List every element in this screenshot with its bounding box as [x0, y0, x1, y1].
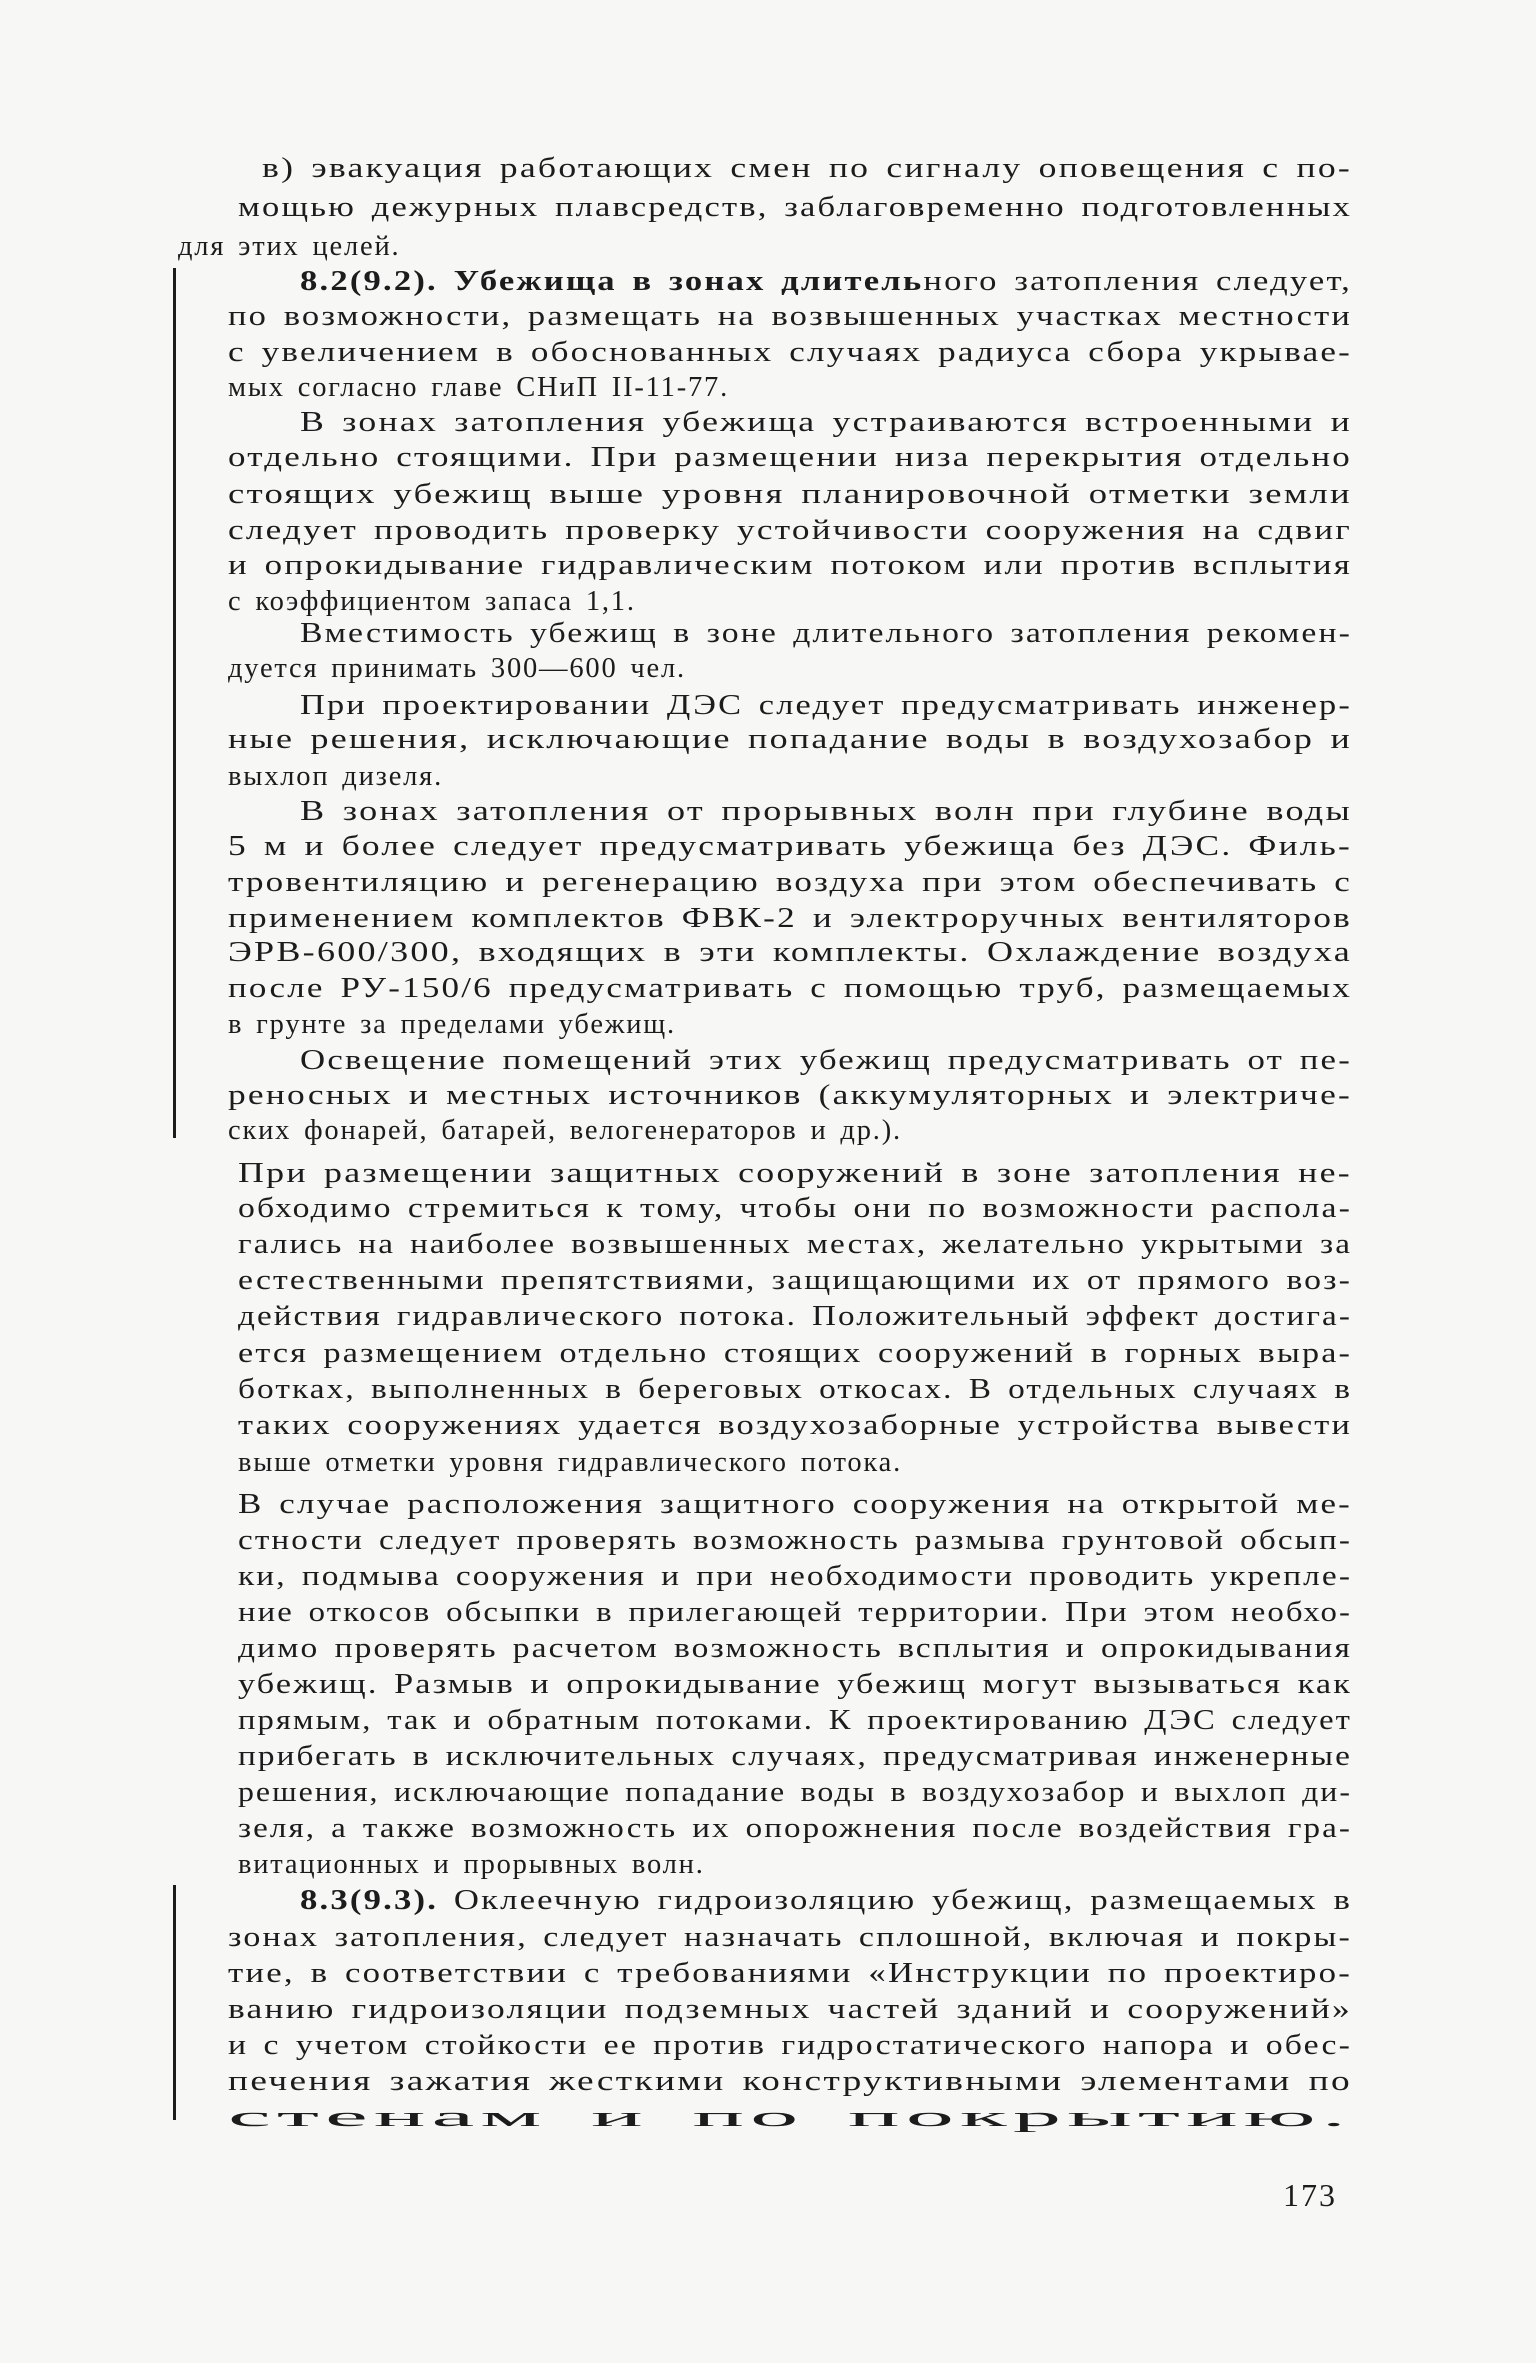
- text-line: выше отметки уровня гидравлического потока.: [238, 1447, 902, 1478]
- text-line: для этих целей.: [178, 231, 401, 262]
- page-number: 173: [1283, 2177, 1337, 2213]
- text-line: применением комплектов ФВК-2 и электроручных вентиляторов: [228, 903, 1353, 934]
- text-line: ванию гидроизоляции подземных частей зданий и сооружений»: [228, 1994, 1352, 2025]
- text-line: стенам и по покрытию.: [228, 2102, 1353, 2133]
- text-line: дуется принимать 300—600 чел.: [228, 653, 686, 684]
- text-line: и с учетом стойкости ее против гидростатического напора и обес-: [228, 2030, 1353, 2061]
- text-line: ние откосов обсыпки в прилегающей территории. При этом необхо-: [238, 1597, 1352, 1628]
- text-line: витационных и прорывных волн.: [238, 1849, 705, 1880]
- text-line: в) эвакуация работающих смен по сигналу оповещения с по-: [262, 153, 1353, 184]
- text-line: димо проверять расчетом возможность всплытия и опрокидывания: [238, 1633, 1352, 1664]
- text-line: действия гидравлического потока. Положительный эффект достига-: [238, 1301, 1352, 1332]
- text-line: стности следует проверять возможность размыва грунтовой обсып-: [238, 1525, 1353, 1556]
- text-line: выхлоп дизеля.: [228, 761, 444, 792]
- text-line: прибегать в исключительных случаях, предусматривая инженерные: [238, 1741, 1352, 1772]
- text-line: в грунте за пределами убежищ.: [228, 1009, 676, 1040]
- text-line: ется размещением отдельно стоящих сооружений в горных выра-: [238, 1338, 1353, 1369]
- margin-change-bar-upper: [173, 268, 176, 1138]
- text-line: тровентиляцию и регенерацию воздуха при этом обеспечивать с: [228, 867, 1353, 898]
- text-line: В случае расположения защитного сооружения на открытой ме-: [238, 1489, 1353, 1520]
- text-line: тие, в соответствии с требованиями «Инструкции по проектиро-: [228, 1958, 1353, 1989]
- text-line: 8.3(9.3). Оклеечную гидроизоляцию убежищ, размещаемых в: [300, 1885, 1353, 1916]
- text-line: В зонах затопления от прорывных волн при глубине воды: [300, 796, 1353, 827]
- text-line: зеля, а также возможность их опорожнения после воздействия гра-: [238, 1813, 1353, 1844]
- section-heading: 8.2(9.2). Убежища в зонах длитель: [300, 266, 924, 297]
- section-heading: 8.3(9.3).: [300, 1885, 454, 1916]
- text-line: отдельно стоящими. При размещении низа перекрытия отдельно: [228, 442, 1352, 473]
- text-line: ЭРВ-600/300, входящих в эти комплекты. Охлаждение воздуха: [228, 937, 1353, 968]
- text-line: ные решения, исключающие попадание воды в воздухозабор и: [228, 724, 1352, 755]
- text-line: обходимо стремиться к тому, чтобы они по возможности распола-: [238, 1193, 1352, 1224]
- text-line: При размещении защитных сооружений в зоне затопления не-: [238, 1158, 1352, 1189]
- text-line: В зонах затопления убежища устраиваются встроенными и: [300, 407, 1352, 438]
- text-line: ки, подмыва сооружения и при необходимости проводить укрепле-: [238, 1561, 1353, 1592]
- text-line: следует проводить проверку устойчивости сооружения на сдвиг: [228, 515, 1352, 546]
- text-line: 5 м и более следует предусматривать убежища без ДЭС. Филь-: [228, 831, 1352, 862]
- text-line: решения, исключающие попадание воды в воздухозабор и выхлоп ди-: [238, 1777, 1352, 1808]
- text-line: стоящих убежищ выше уровня планировочной отметки земли: [228, 479, 1353, 510]
- text-line: по возможности, размещать на возвышенных участках местности: [228, 301, 1353, 332]
- text-line: таких сооружениях удается воздухозаборные устройства вывести: [238, 1410, 1352, 1441]
- text-line: мых согласно главе СНиП II-11-77.: [228, 372, 730, 403]
- text-line: мощью дежурных плавсредств, заблаговременно подготовленных: [238, 192, 1353, 223]
- text-line: естественными препятствиями, защищающими их от прямого воз-: [238, 1265, 1352, 1296]
- text-line: после РУ-150/6 предусматривать с помощью труб, размещаемых: [228, 973, 1353, 1004]
- text-line: Вместимость убежищ в зоне длительного затопления рекомен-: [300, 618, 1352, 649]
- text-line: При проектировании ДЭС следует предусматривать инженер-: [300, 690, 1352, 721]
- text-line: убежищ. Размыв и опрокидывание убежищ могут вызываться как: [238, 1669, 1352, 1700]
- text-line: прямым, так и обратным потоками. К проектированию ДЭС следует: [238, 1705, 1353, 1736]
- text-line: с увеличением в обоснованных случаях радиуса сбора укрывае-: [228, 337, 1353, 368]
- text-line: Освещение помещений этих убежищ предусматривать от пе-: [300, 1045, 1352, 1076]
- text-line: с коэффициентом запаса 1,1.: [228, 586, 636, 617]
- text-line: ботках, выполненных в береговых откосах. В отдельных случаях в: [238, 1374, 1353, 1405]
- text-line: печения зажатия жесткими конструктивными элементами по: [228, 2066, 1352, 2097]
- margin-change-bar-lower: [173, 1885, 176, 2120]
- text-line: 8.2(9.2). Убежища в зонах длительного затопления следует,: [300, 266, 1353, 297]
- text-line: реносных и местных источников (аккумуляторных и электриче-: [228, 1080, 1353, 1111]
- text-line: и опрокидывание гидравлическим потоком или против всплытия: [228, 550, 1352, 581]
- text-line: ских фонарей, батарей, велогенераторов и др.).: [228, 1115, 902, 1146]
- text-line: зонах затопления, следует назначать сплошной, включая и покры-: [228, 1922, 1352, 1953]
- text-line: гались на наиболее возвышенных местах, желательно укрытыми за: [238, 1229, 1353, 1260]
